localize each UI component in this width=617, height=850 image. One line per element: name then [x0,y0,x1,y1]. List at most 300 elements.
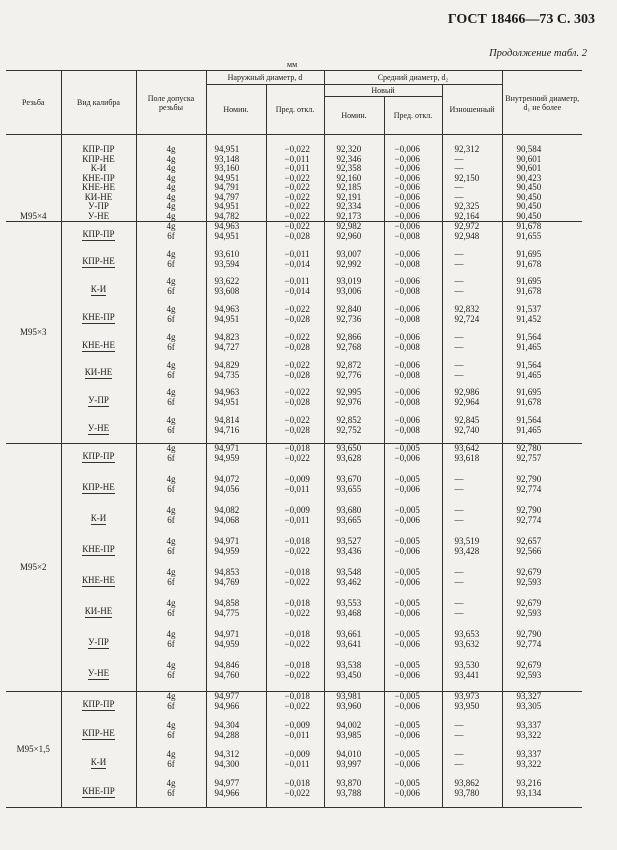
spacer-cell [61,325,136,333]
mid-dev: −0,005 [384,750,442,760]
outer-nom: 94,769 [206,578,266,588]
gauge-type-label: КНЕ-НЕ [82,574,115,585]
mid-dev: −0,006 [384,174,442,184]
tolerance-field: 6f [136,315,206,325]
gauge-type [61,416,136,436]
table-row [6,568,582,578]
thread-size: M95×1,5 [6,692,61,808]
gauge-type: КПР-ПР [61,135,136,155]
worn-value: — [442,506,502,516]
spacer-cell [61,526,136,537]
mid-dev: −0,008 [384,398,442,408]
worn-value: 93,653 [442,630,502,640]
inner-value: 91,695 [516,248,542,259]
inner-value: 92,790 [516,504,542,515]
tolerance-field: 6f [136,343,206,353]
gauge-type-label: КПР-ПР [82,699,115,709]
outer-dev: −0,022 [266,202,324,212]
outer-nom: 94,963 [206,305,266,315]
spacer-cell [136,464,206,475]
gauge-type-label: КПР-НЕ [82,727,115,738]
outer-dev: −0,011 [266,155,324,165]
gauge-type [61,568,136,588]
spacer-cell [266,464,324,475]
tolerance-field: 4g [136,155,206,165]
table-row [6,721,582,731]
outer-nom: 94,977 [206,692,266,702]
table-row [6,360,582,370]
outer-dev: −0,022 [266,789,324,799]
gauge-dimensions-table [6,70,582,808]
mid-nom: 94,010 [324,750,384,760]
mid-dev: −0,005 [384,444,442,454]
outer-nom: 94,963 [206,222,266,232]
outer-dev: −0,018 [266,444,324,454]
outer-dev: −0,022 [266,609,324,619]
standard-header: ГОСТ 18466—73 С. 303 [447,12,595,27]
worn-value: — [442,568,502,578]
spacer-cell [61,619,136,630]
table-row [6,475,582,485]
outer-dev: −0,011 [266,164,324,174]
col-mid-diameter: Средний диаметр, d₂ [324,71,502,85]
spacer-cell [502,650,582,661]
worn-value: — [442,475,502,485]
gauge-type: К-И [61,164,136,174]
tolerance-field: 4g [136,222,206,232]
spacer-cell [324,464,384,475]
mid-dev: −0,006 [384,702,442,712]
outer-nom: 94,760 [206,671,266,681]
outer-nom: 94,959 [206,547,266,557]
spacer-cell [502,619,582,630]
tolerance-field: 6f [136,578,206,588]
table-row [6,537,582,547]
col-outer-dev: Пред. откл. [266,85,324,135]
spacer-cell [502,526,582,537]
outer-dev: −0,022 [266,222,324,232]
worn-value: 93,441 [442,671,502,681]
outer-dev: −0,018 [266,779,324,789]
tolerance-field: 4g [136,721,206,731]
spacer-cell [61,741,136,750]
mid-dev: −0,005 [384,475,442,485]
outer-dev: −0,022 [266,578,324,588]
tolerance-field: 4g [136,599,206,609]
inner-value: 91,465 [516,341,542,352]
outer-nom: 93,608 [206,287,266,297]
outer-dev: −0,018 [266,661,324,671]
outer-dev: −0,022 [266,135,324,155]
worn-value: — [442,750,502,760]
tolerance-field: 6f [136,760,206,770]
spacer-cell [61,588,136,599]
mid-dev: −0,006 [384,164,442,174]
mid-dev: −0,008 [384,315,442,325]
mid-dev: −0,006 [384,277,442,287]
col-tolerance: Поле допуска резьбы [136,71,206,135]
mid-dev: −0,005 [384,692,442,702]
mid-dev: −0,006 [384,547,442,557]
table-continuation-label: Продолжение табл. 2 [489,48,587,59]
gauge-type [61,599,136,619]
mid-nom: 93,007 [324,249,384,259]
gauge-type [61,444,136,464]
outer-dev: −0,022 [266,212,324,222]
spacer-cell [136,619,206,630]
tolerance-field: 6f [136,789,206,799]
mid-dev: −0,008 [384,259,442,269]
mid-dev: −0,005 [384,630,442,640]
gauge-type-label: КПР-НЕ [82,256,115,267]
table-row [6,249,582,259]
outer-nom: 94,966 [206,789,266,799]
mid-nom: 93,661 [324,630,384,640]
gauge-type-label: КНЕ-ПР [82,543,115,554]
outer-dev: −0,022 [266,305,324,315]
mid-dev: −0,006 [384,193,442,203]
inner-value: 91,537 [516,304,542,314]
mid-dev: −0,006 [384,789,442,799]
tolerance-field: 4g [136,277,206,287]
mid-dev: −0,006 [384,155,442,165]
outer-nom: 94,963 [206,388,266,398]
mid-nom: 93,650 [324,444,384,454]
spacer-cell [206,650,266,661]
mid-nom: 92,982 [324,222,384,232]
spacer-cell [324,650,384,661]
inner-value: 93,337 [516,719,542,730]
outer-dev: −0,018 [266,599,324,609]
tolerance-field: 6f [136,609,206,619]
mid-nom: 92,992 [324,259,384,269]
gauge-type [61,277,136,297]
spacer-cell [442,588,502,599]
outer-nom: 93,594 [206,259,266,269]
outer-nom: 93,160 [206,164,266,174]
spacer-cell [384,681,442,692]
outer-nom: 94,853 [206,568,266,578]
gauge-type-label: КНЕ-ПР [82,785,115,796]
mid-nom: 92,995 [324,388,384,398]
inner-value: 92,566 [516,545,542,556]
inner-value: 91,564 [516,415,542,425]
inner-value: 92,593 [516,669,542,680]
spacer-cell [61,464,136,475]
mid-dev: −0,006 [384,640,442,650]
inner-value: 92,780 [516,443,542,453]
inner-value: 91,678 [516,397,542,408]
outer-nom: 94,951 [206,315,266,325]
gauge-type-label: КПР-ПР [82,451,115,461]
tolerance-field: 6f [136,731,206,741]
gauge-type [61,333,136,353]
spacer-cell [442,269,502,277]
group-spacer [6,650,582,661]
spacer-cell [442,353,502,361]
spacer-cell [442,799,502,808]
inner-value: 91,695 [516,387,542,398]
table-row [6,692,582,702]
table-row [6,779,582,789]
tolerance-field: 4g [136,249,206,259]
outer-dev: −0,022 [266,454,324,464]
mid-nom: 93,680 [324,506,384,516]
mid-dev: −0,006 [384,333,442,343]
mid-dev: −0,006 [384,485,442,495]
outer-nom: 94,959 [206,454,266,464]
mid-nom: 94,002 [324,721,384,731]
tolerance-field: 6f [136,287,206,297]
outer-dev: −0,028 [266,398,324,408]
outer-nom: 94,951 [206,174,266,184]
gauge-type-label: КПР-НЕ [82,481,115,492]
thread-size: M95×3 [6,222,61,444]
gauge-type [61,750,136,770]
table-row [6,444,582,454]
outer-nom: 94,951 [206,202,266,212]
tolerance-field: 4g [136,568,206,578]
spacer-cell [502,464,582,475]
mid-nom: 92,334 [324,202,384,212]
spacer-cell [206,495,266,506]
outer-nom: 94,068 [206,516,266,526]
outer-nom: 94,727 [206,343,266,353]
inner-value: 91,678 [516,221,542,231]
inner-value: 92,679 [516,659,542,670]
worn-value: 93,950 [442,702,502,712]
outer-dev: −0,022 [266,183,324,193]
spacer-cell [266,619,324,630]
tolerance-field: 4g [136,135,206,155]
gauge-type-label: У-НЕ [87,422,110,433]
mid-nom: 93,019 [324,277,384,287]
inner-value: 90,601 [516,163,542,173]
worn-value: 92,964 [442,398,502,408]
mid-nom: 92,358 [324,164,384,174]
gauge-type-label: КПР-ПР [82,229,115,239]
inner-value: 91,465 [516,425,542,435]
inner-value: 92,679 [516,566,542,577]
worn-value: 92,325 [442,202,502,212]
worn-value: 92,832 [442,305,502,315]
gauge-type [61,249,136,269]
outer-dev: −0,022 [266,671,324,681]
spacer-cell [502,557,582,568]
spacer-cell [136,526,206,537]
spacer-cell [502,681,582,692]
mid-nom: 93,788 [324,789,384,799]
spacer-cell [136,650,206,661]
spacer-cell [442,557,502,568]
gauge-type: КНЕ-НЕ [61,183,136,193]
group-spacer [6,619,582,630]
mid-nom: 92,872 [324,360,384,370]
tolerance-field: 6f [136,232,206,242]
spacer-cell [442,526,502,537]
outer-nom: 94,971 [206,444,266,454]
spacer-cell [502,741,582,750]
table-row [6,630,582,640]
spacer-cell [266,526,324,537]
spacer-cell [442,619,502,630]
spacer-cell [61,297,136,305]
mid-nom: 92,960 [324,232,384,242]
gauge-type: У-ПР [61,202,136,212]
worn-value: 93,428 [442,547,502,557]
gauge-type: У-НЕ [61,212,136,222]
spacer-cell [384,650,442,661]
gauge-type-label: У-ПР [88,395,109,405]
spacer-cell [266,495,324,506]
mid-dev: −0,005 [384,779,442,789]
tolerance-field: 4g [136,388,206,398]
worn-value: — [442,370,502,380]
worn-value: 93,530 [442,661,502,671]
spacer-cell [384,799,442,808]
mid-dev: −0,006 [384,671,442,681]
gauge-type: КИ-НЕ [61,193,136,203]
thread-size: M95×2 [6,444,61,692]
mid-dev: −0,008 [384,232,442,242]
inner-value: 91,678 [516,286,542,297]
inner-value: 92,790 [516,628,542,639]
worn-value: 92,740 [442,426,502,436]
tolerance-field: 6f [136,547,206,557]
mid-nom: 92,752 [324,426,384,436]
mid-dev: −0,005 [384,661,442,671]
outer-nom: 94,791 [206,183,266,193]
outer-nom: 94,814 [206,416,266,426]
spacer-cell [502,588,582,599]
outer-dev: −0,028 [266,426,324,436]
spacer-cell [61,380,136,388]
outer-dev: −0,022 [266,388,324,398]
mid-dev: −0,008 [384,343,442,353]
gauge-type [61,506,136,526]
outer-nom: 94,716 [206,426,266,436]
spacer-cell [136,557,206,568]
col-outer-nom: Номин. [206,85,266,135]
table-row [6,599,582,609]
mid-dev: −0,008 [384,287,442,297]
mid-dev: −0,006 [384,731,442,741]
spacer-cell [442,712,502,721]
inner-value: 93,216 [516,777,542,788]
mid-dev: −0,008 [384,370,442,380]
gauge-type [61,661,136,681]
mid-nom: 92,768 [324,343,384,353]
worn-value: 92,972 [442,222,502,232]
mid-nom: 93,670 [324,475,384,485]
outer-dev: −0,014 [266,259,324,269]
tolerance-field: 4g [136,202,206,212]
outer-dev: −0,014 [266,287,324,297]
tolerance-field: 6f [136,671,206,681]
tolerance-field: 6f [136,426,206,436]
mid-nom: 92,776 [324,370,384,380]
spacer-cell [136,588,206,599]
mid-dev: −0,006 [384,212,442,222]
inner-value: 93,322 [516,729,542,740]
tolerance-field: 6f [136,370,206,380]
gauge-type [61,360,136,380]
outer-nom: 94,977 [206,779,266,789]
mid-nom: 92,160 [324,174,384,184]
col-mid-nom: Номин. [324,97,384,135]
mid-nom: 93,462 [324,578,384,588]
inner-value: 92,757 [516,452,542,463]
mid-nom: 93,538 [324,661,384,671]
gauge-type [61,630,136,650]
thread-size: M95×4 [6,135,61,222]
inner-value: 92,679 [516,597,542,608]
outer-nom: 94,056 [206,485,266,495]
inner-value: 93,134 [516,787,542,798]
mid-dev: −0,006 [384,516,442,526]
tolerance-field: 4g [136,444,206,454]
spacer-cell [266,681,324,692]
tolerance-field: 4g [136,506,206,516]
outer-dev: −0,028 [266,370,324,380]
spacer-cell [502,436,582,444]
worn-value: — [442,343,502,353]
worn-value: — [442,259,502,269]
col-inner-diameter: Внутренний диаметр, d₁ не более [502,71,582,135]
outer-nom: 94,971 [206,537,266,547]
inner-value: 90,450 [516,191,542,202]
mid-dev: −0,006 [384,388,442,398]
col-thread: Резьба [6,71,61,135]
gauge-type [61,537,136,557]
spacer-cell [206,557,266,568]
worn-value: — [442,609,502,619]
outer-dev: −0,022 [266,640,324,650]
tolerance-field: 4g [136,174,206,184]
inner-value: 92,790 [516,473,542,484]
worn-value: — [442,155,502,165]
outer-nom: 94,951 [206,232,266,242]
outer-dev: −0,009 [266,475,324,485]
group-spacer [6,526,582,537]
mid-nom: 92,840 [324,305,384,315]
spacer-cell [206,464,266,475]
tolerance-field: 4g [136,750,206,760]
mid-nom: 93,870 [324,779,384,789]
gauge-type [61,779,136,799]
inner-value: 90,423 [516,172,542,183]
spacer-cell [442,681,502,692]
worn-value: — [442,277,502,287]
col-worn: Изношенный [442,85,502,135]
spacer-cell [442,464,502,475]
worn-value: — [442,287,502,297]
outer-nom: 94,797 [206,193,266,203]
mid-nom: 92,320 [324,135,384,155]
worn-value: 93,642 [442,444,502,454]
inner-value: 92,593 [516,576,542,587]
spacer-cell [384,464,442,475]
outer-dev: −0,022 [266,193,324,203]
tolerance-field: 6f [136,259,206,269]
mid-nom: 92,191 [324,193,384,203]
worn-value: 93,632 [442,640,502,650]
spacer-cell [61,770,136,779]
mid-dev: −0,005 [384,506,442,516]
tolerance-field: 4g [136,305,206,315]
mid-dev: −0,005 [384,537,442,547]
gauge-type-label: КИ-НЕ [84,367,113,378]
